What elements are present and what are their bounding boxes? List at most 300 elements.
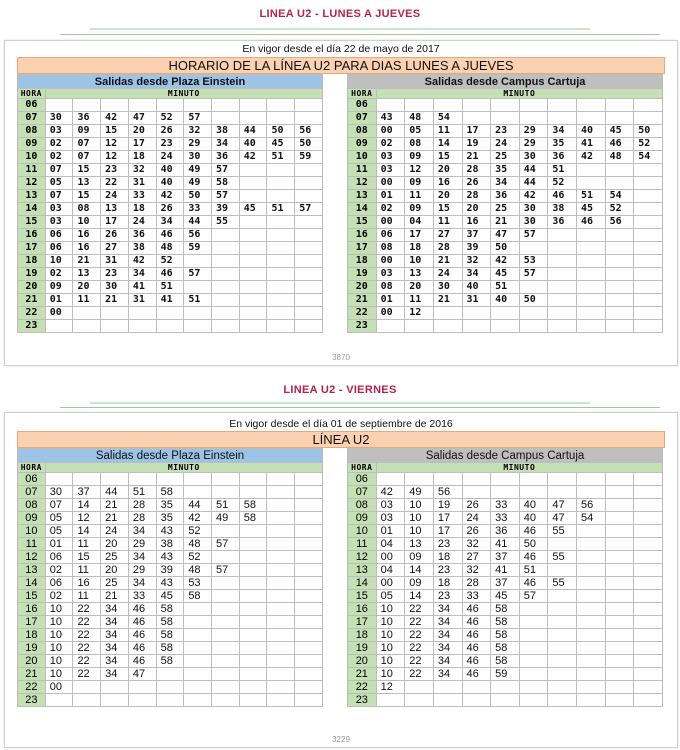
minute-cell: 51 [519,564,548,577]
minute-cell: 10 [376,655,405,668]
minute-cell: 14 [405,590,434,603]
minute-cell: 24 [433,268,462,281]
minute-cell [605,177,634,190]
minute-cell: 20 [405,281,434,294]
hour-cell: 08 [18,125,46,138]
hour-cell: 20 [348,655,377,668]
minute-cell: 52 [156,255,184,268]
minute-cell: 57 [212,538,240,551]
minute-cell [184,694,212,707]
minute-cell: 11 [73,564,101,577]
minute-cell: 34 [433,655,462,668]
minute-cell [212,603,240,616]
minute-cell: 07 [45,499,73,512]
table-row [348,151,663,164]
table-row [18,499,323,512]
minute-cell [184,629,212,642]
minute-cell: 10 [376,668,405,681]
minute-cell: 37 [73,486,101,499]
minute-cell: 46 [128,616,156,629]
minute-cell: 11 [433,125,462,138]
minute-cell [184,603,212,616]
minute-cell: 40 [519,499,548,512]
minute-cell: 16 [73,229,101,242]
minute-cell [634,242,663,255]
minute-cell [491,307,520,320]
minute-cell: 36 [491,525,520,538]
minute-cell [128,99,156,112]
minute-cell [433,694,462,707]
minute-cell: 40 [491,294,520,307]
minute-cell [491,694,520,707]
hour-cell: 21 [18,294,46,307]
minute-cell: 17 [462,125,491,138]
minute-cell: 04 [376,538,405,551]
minute-cell: 56 [184,229,212,242]
minute-cell: 40 [156,164,184,177]
minute-cell: 37 [491,551,520,564]
minute-cell: 33 [128,590,156,603]
minute-cell: 28 [128,512,156,525]
minute-cell: 28 [462,190,491,203]
minute-cell [548,616,577,629]
hour-header: HORA [18,89,46,99]
minute-cell: 34 [433,642,462,655]
minute-cell: 20 [462,203,491,216]
minute-cell: 23 [433,564,462,577]
minute-cell [267,668,295,681]
minute-cell [239,577,267,590]
minute-cell [239,229,267,242]
minute-cell [295,255,323,268]
minute-header: MINUTO [376,89,662,99]
minute-cell: 51 [184,294,212,307]
minute-cell [184,655,212,668]
minute-cell [156,668,184,681]
minute-cell: 29 [519,138,548,151]
minute-cell: 02 [45,564,73,577]
minute-cell: 02 [45,138,73,151]
table-row [348,138,663,151]
minute-cell [239,603,267,616]
hour-cell: 08 [18,499,46,512]
minute-cell [101,694,129,707]
minute-cell [462,694,491,707]
minute-cell: 14 [73,499,101,512]
minute-cell: 22 [405,642,434,655]
minute-cell: 43 [376,112,405,125]
minute-cell: 08 [405,138,434,151]
minute-cell [376,473,405,486]
hour-cell: 21 [18,668,46,681]
minute-cell: 41 [577,138,606,151]
minute-cell [577,590,606,603]
minute-cell: 20 [128,125,156,138]
minute-cell [239,525,267,538]
minute-cell [239,616,267,629]
minute-cell: 07 [45,164,73,177]
minute-cell [577,99,606,112]
minute-cell [239,590,267,603]
minute-cell: 00 [376,577,405,590]
minute-cell: 02 [45,590,73,603]
minute-cell: 10 [73,216,101,229]
minute-cell: 18 [433,577,462,590]
minute-cell: 29 [128,538,156,551]
minute-cell [605,551,634,564]
minute-cell [239,177,267,190]
hour-cell: 13 [18,564,46,577]
minute-cell [295,307,323,320]
table-row [18,320,323,333]
hour-cell: 11 [348,164,377,177]
minute-cell: 47 [548,512,577,525]
minute-cell [605,694,634,707]
table-row [18,486,323,499]
minute-cell: 06 [45,229,73,242]
minute-cell: 09 [405,551,434,564]
minute-cell: 11 [73,538,101,551]
minute-cell: 10 [45,668,73,681]
minute-cell [267,268,295,281]
minute-cell [605,616,634,629]
minute-cell: 33 [462,590,491,603]
minute-cell [212,242,240,255]
minute-cell: 41 [491,564,520,577]
minute-cell: 42 [101,112,129,125]
minute-cell: 58 [491,616,520,629]
hour-cell: 07 [348,486,377,499]
minute-cell: 22 [73,668,101,681]
minute-cell: 56 [605,216,634,229]
minute-cell [605,668,634,681]
minute-cell [267,538,295,551]
hour-cell: 15 [18,216,46,229]
minute-cell [634,603,663,616]
minute-cell [634,681,663,694]
hour-cell: 12 [348,177,377,190]
minute-cell: 55 [548,551,577,564]
table-row [18,577,323,590]
minute-cell [634,203,663,216]
minute-cell: 58 [212,177,240,190]
minute-cell [212,473,240,486]
minute-cell: 58 [156,603,184,616]
minute-cell [634,307,663,320]
minute-cell: 40 [239,138,267,151]
table-row [18,164,323,177]
hour-cell: 14 [18,577,46,590]
minute-cell [462,473,491,486]
minute-cell: 46 [548,190,577,203]
table-row [18,551,323,564]
minute-cell: 15 [433,203,462,216]
minute-cell: 50 [519,294,548,307]
minute-cell: 42 [577,151,606,164]
minute-cell: 23 [156,138,184,151]
minute-cell: 38 [128,242,156,255]
table-row [18,242,323,255]
minute-cell [519,307,548,320]
minute-cell: 54 [605,190,634,203]
minute-cell: 49 [184,164,212,177]
minute-cell [156,694,184,707]
minute-cell: 24 [101,525,129,538]
minute-cell: 23 [101,268,129,281]
minute-cell [634,320,663,333]
minute-cell: 22 [73,603,101,616]
minute-cell [605,320,634,333]
minute-cell [295,629,323,642]
minute-cell [577,668,606,681]
hour-cell: 09 [348,138,377,151]
minute-cell: 46 [519,577,548,590]
minute-cell: 13 [101,203,129,216]
minute-cell [212,694,240,707]
minute-cell: 47 [548,499,577,512]
minute-cell [239,538,267,551]
minute-cell [73,99,101,112]
minute-cell [267,473,295,486]
minute-cell: 03 [376,268,405,281]
minute-cell: 57 [519,268,548,281]
minute-cell [548,229,577,242]
minute-cell [267,551,295,564]
minute-cell: 52 [605,203,634,216]
minute-cell: 13 [73,268,101,281]
minute-cell [548,564,577,577]
hour-cell: 19 [348,642,377,655]
divider-line [60,34,660,35]
minute-cell: 45 [577,203,606,216]
table-row [348,307,663,320]
table-row [18,99,323,112]
hour-header: HORA [348,89,377,99]
minute-cell: 54 [634,151,663,164]
table-row [18,629,323,642]
minute-cell [433,681,462,694]
table-row [348,125,663,138]
table-row [18,229,323,242]
divider-line [90,28,590,30]
minute-cell: 03 [376,512,405,525]
minute-cell: 59 [295,151,323,164]
minute-cell [101,681,129,694]
minute-cell: 50 [295,138,323,151]
minute-cell: 09 [405,177,434,190]
minute-cell: 07 [73,151,101,164]
minute-cell [548,294,577,307]
minute-cell: 20 [433,190,462,203]
hour-header: HORA [18,463,46,473]
minute-cell [634,590,663,603]
minute-cell: 33 [491,499,520,512]
table-row [348,177,663,190]
minute-cell [267,655,295,668]
table-row [18,655,323,668]
departures-caption: Salidas desde Plaza Einstein [18,449,323,463]
minute-cell [267,694,295,707]
table-row [18,681,323,694]
minute-cell: 34 [101,655,129,668]
minute-cell [239,551,267,564]
hour-cell: 16 [348,229,377,242]
minute-cell [577,294,606,307]
minute-cell: 45 [491,268,520,281]
minute-cell: 45 [239,203,267,216]
minute-cell: 00 [376,255,405,268]
minute-cell [212,229,240,242]
minute-cell [577,642,606,655]
minute-cell [634,486,663,499]
minute-cell [548,538,577,551]
minute-cell [634,281,663,294]
minute-cell: 03 [45,216,73,229]
minute-cell: 34 [101,668,129,681]
minute-cell: 33 [184,203,212,216]
minute-cell [491,320,520,333]
minute-cell: 48 [605,151,634,164]
minute-cell [73,307,101,320]
minute-cell: 10 [45,616,73,629]
minute-cell [128,473,156,486]
minute-cell [605,525,634,538]
minute-cell [295,681,323,694]
minute-cell: 06 [45,551,73,564]
hour-cell: 20 [18,655,46,668]
minute-cell [634,655,663,668]
minute-cell [577,564,606,577]
minute-cell [605,112,634,125]
minute-cell: 53 [184,577,212,590]
minute-cell [156,307,184,320]
table-row [18,177,323,190]
minute-cell: 46 [605,138,634,151]
minute-cell [295,551,323,564]
minute-cell [295,177,323,190]
minute-cell [212,655,240,668]
minute-cell [45,99,73,112]
minute-cell [45,320,73,333]
minute-cell: 01 [376,525,405,538]
valid-from-text: En vigor desde el día 22 de mayo de 2017 [242,43,440,55]
minute-cell: 55 [212,216,240,229]
minute-cell: 42 [519,190,548,203]
minute-cell: 51 [577,190,606,203]
minute-cell: 12 [101,151,129,164]
minute-cell [295,616,323,629]
minute-cell [156,320,184,333]
minute-cell [577,112,606,125]
minute-cell [634,577,663,590]
minute-cell [239,486,267,499]
minute-cell: 17 [433,512,462,525]
minute-cell [295,99,323,112]
minute-cell: 18 [433,551,462,564]
minute-cell [267,499,295,512]
minute-cell [519,99,548,112]
hour-cell: 10 [348,525,377,538]
minute-cell: 46 [128,629,156,642]
minute-cell: 32 [462,538,491,551]
minute-cell [376,320,405,333]
minute-cell [295,229,323,242]
minute-cell: 17 [405,229,434,242]
minute-cell: 51 [156,281,184,294]
minute-cell [45,694,73,707]
minute-cell: 10 [376,603,405,616]
minute-cell [605,242,634,255]
minute-cell: 10 [45,255,73,268]
hour-cell: 23 [348,694,377,707]
minute-cell [548,473,577,486]
minute-cell: 58 [491,603,520,616]
minute-cell: 10 [405,255,434,268]
minute-cell: 46 [128,642,156,655]
minute-cell: 15 [73,190,101,203]
hour-cell: 21 [348,668,377,681]
minute-cell: 00 [376,551,405,564]
table-row [348,281,663,294]
minute-cell [239,242,267,255]
minute-cell: 38 [212,125,240,138]
minute-cell [239,307,267,320]
minute-cell [548,590,577,603]
minute-cell [491,112,520,125]
minute-cell: 03 [376,151,405,164]
minute-cell: 05 [376,590,405,603]
minute-cell [295,655,323,668]
minute-cell: 14 [73,525,101,538]
minute-cell [605,603,634,616]
minute-cell: 22 [405,668,434,681]
minute-cell: 58 [184,590,212,603]
hour-cell: 14 [348,203,377,216]
minute-cell: 23 [433,590,462,603]
minute-cell [462,681,491,694]
minute-cell: 34 [156,216,184,229]
minute-cell: 04 [405,216,434,229]
minute-cell [267,320,295,333]
minute-cell: 09 [45,281,73,294]
minute-cell [73,320,101,333]
table-row [348,590,663,603]
minute-cell: 00 [45,307,73,320]
minute-cell: 42 [239,151,267,164]
minute-cell [267,577,295,590]
minute-cell [577,551,606,564]
minute-cell [295,190,323,203]
minute-cell: 48 [405,112,434,125]
minute-cell: 34 [491,177,520,190]
minute-cell [605,577,634,590]
table-row [18,538,323,551]
hour-cell: 13 [348,190,377,203]
minute-cell: 20 [101,538,129,551]
minute-cell [295,164,323,177]
minute-cell [128,694,156,707]
minute-cell [267,590,295,603]
minute-cell: 54 [577,512,606,525]
minute-cell [212,294,240,307]
minute-cell: 58 [239,512,267,525]
divider-line [90,402,590,404]
hour-cell: 15 [348,216,377,229]
minute-cell [184,99,212,112]
minute-cell [212,320,240,333]
minute-cell: 09 [405,577,434,590]
minute-cell: 30 [45,112,73,125]
